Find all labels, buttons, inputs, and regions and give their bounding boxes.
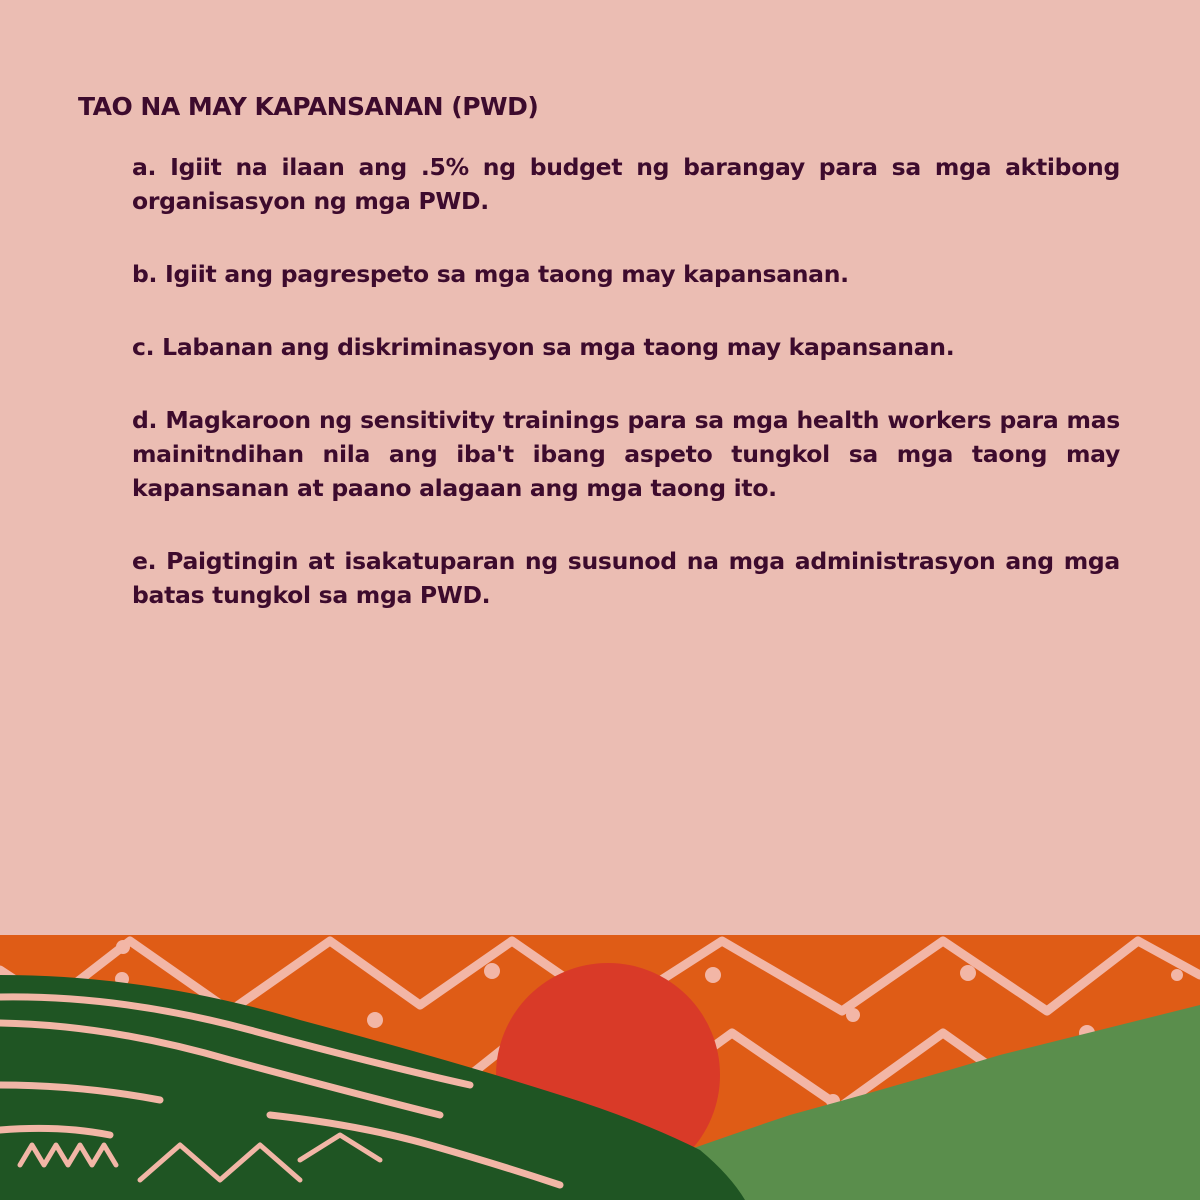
list-item-e: e. Paigtingin at isakatuparan ng susunod na mga administrasyon ang mga batas tungkol sa mga PWD. (132, 547, 1120, 609)
list-item-d: d. Magkaroon ng sensitivity trainings para sa mga health workers para mas mainitndihan nila ang iba't ibang aspeto tungkol sa mga taong may kapansanan at paano alagaan ang mga taong ito. (132, 406, 1120, 502)
demand-list (132, 150, 1120, 651)
list-item-a: a. Igiit na ilaan ang .5% ng budget ng barangay para sa mga aktibong organisasyon ng mga PWD. (132, 153, 1120, 215)
list-item-c: c. Labanan ang diskriminasyon sa mga taong may kapansanan. (132, 333, 955, 361)
landscape-illustration (0, 935, 1200, 1200)
list-item-b: b. Igiit ang pagrespeto sa mga taong may kapansanan. (132, 260, 849, 288)
page-title: TAO NA MAY KAPANSANAN (PWD) (78, 92, 539, 121)
